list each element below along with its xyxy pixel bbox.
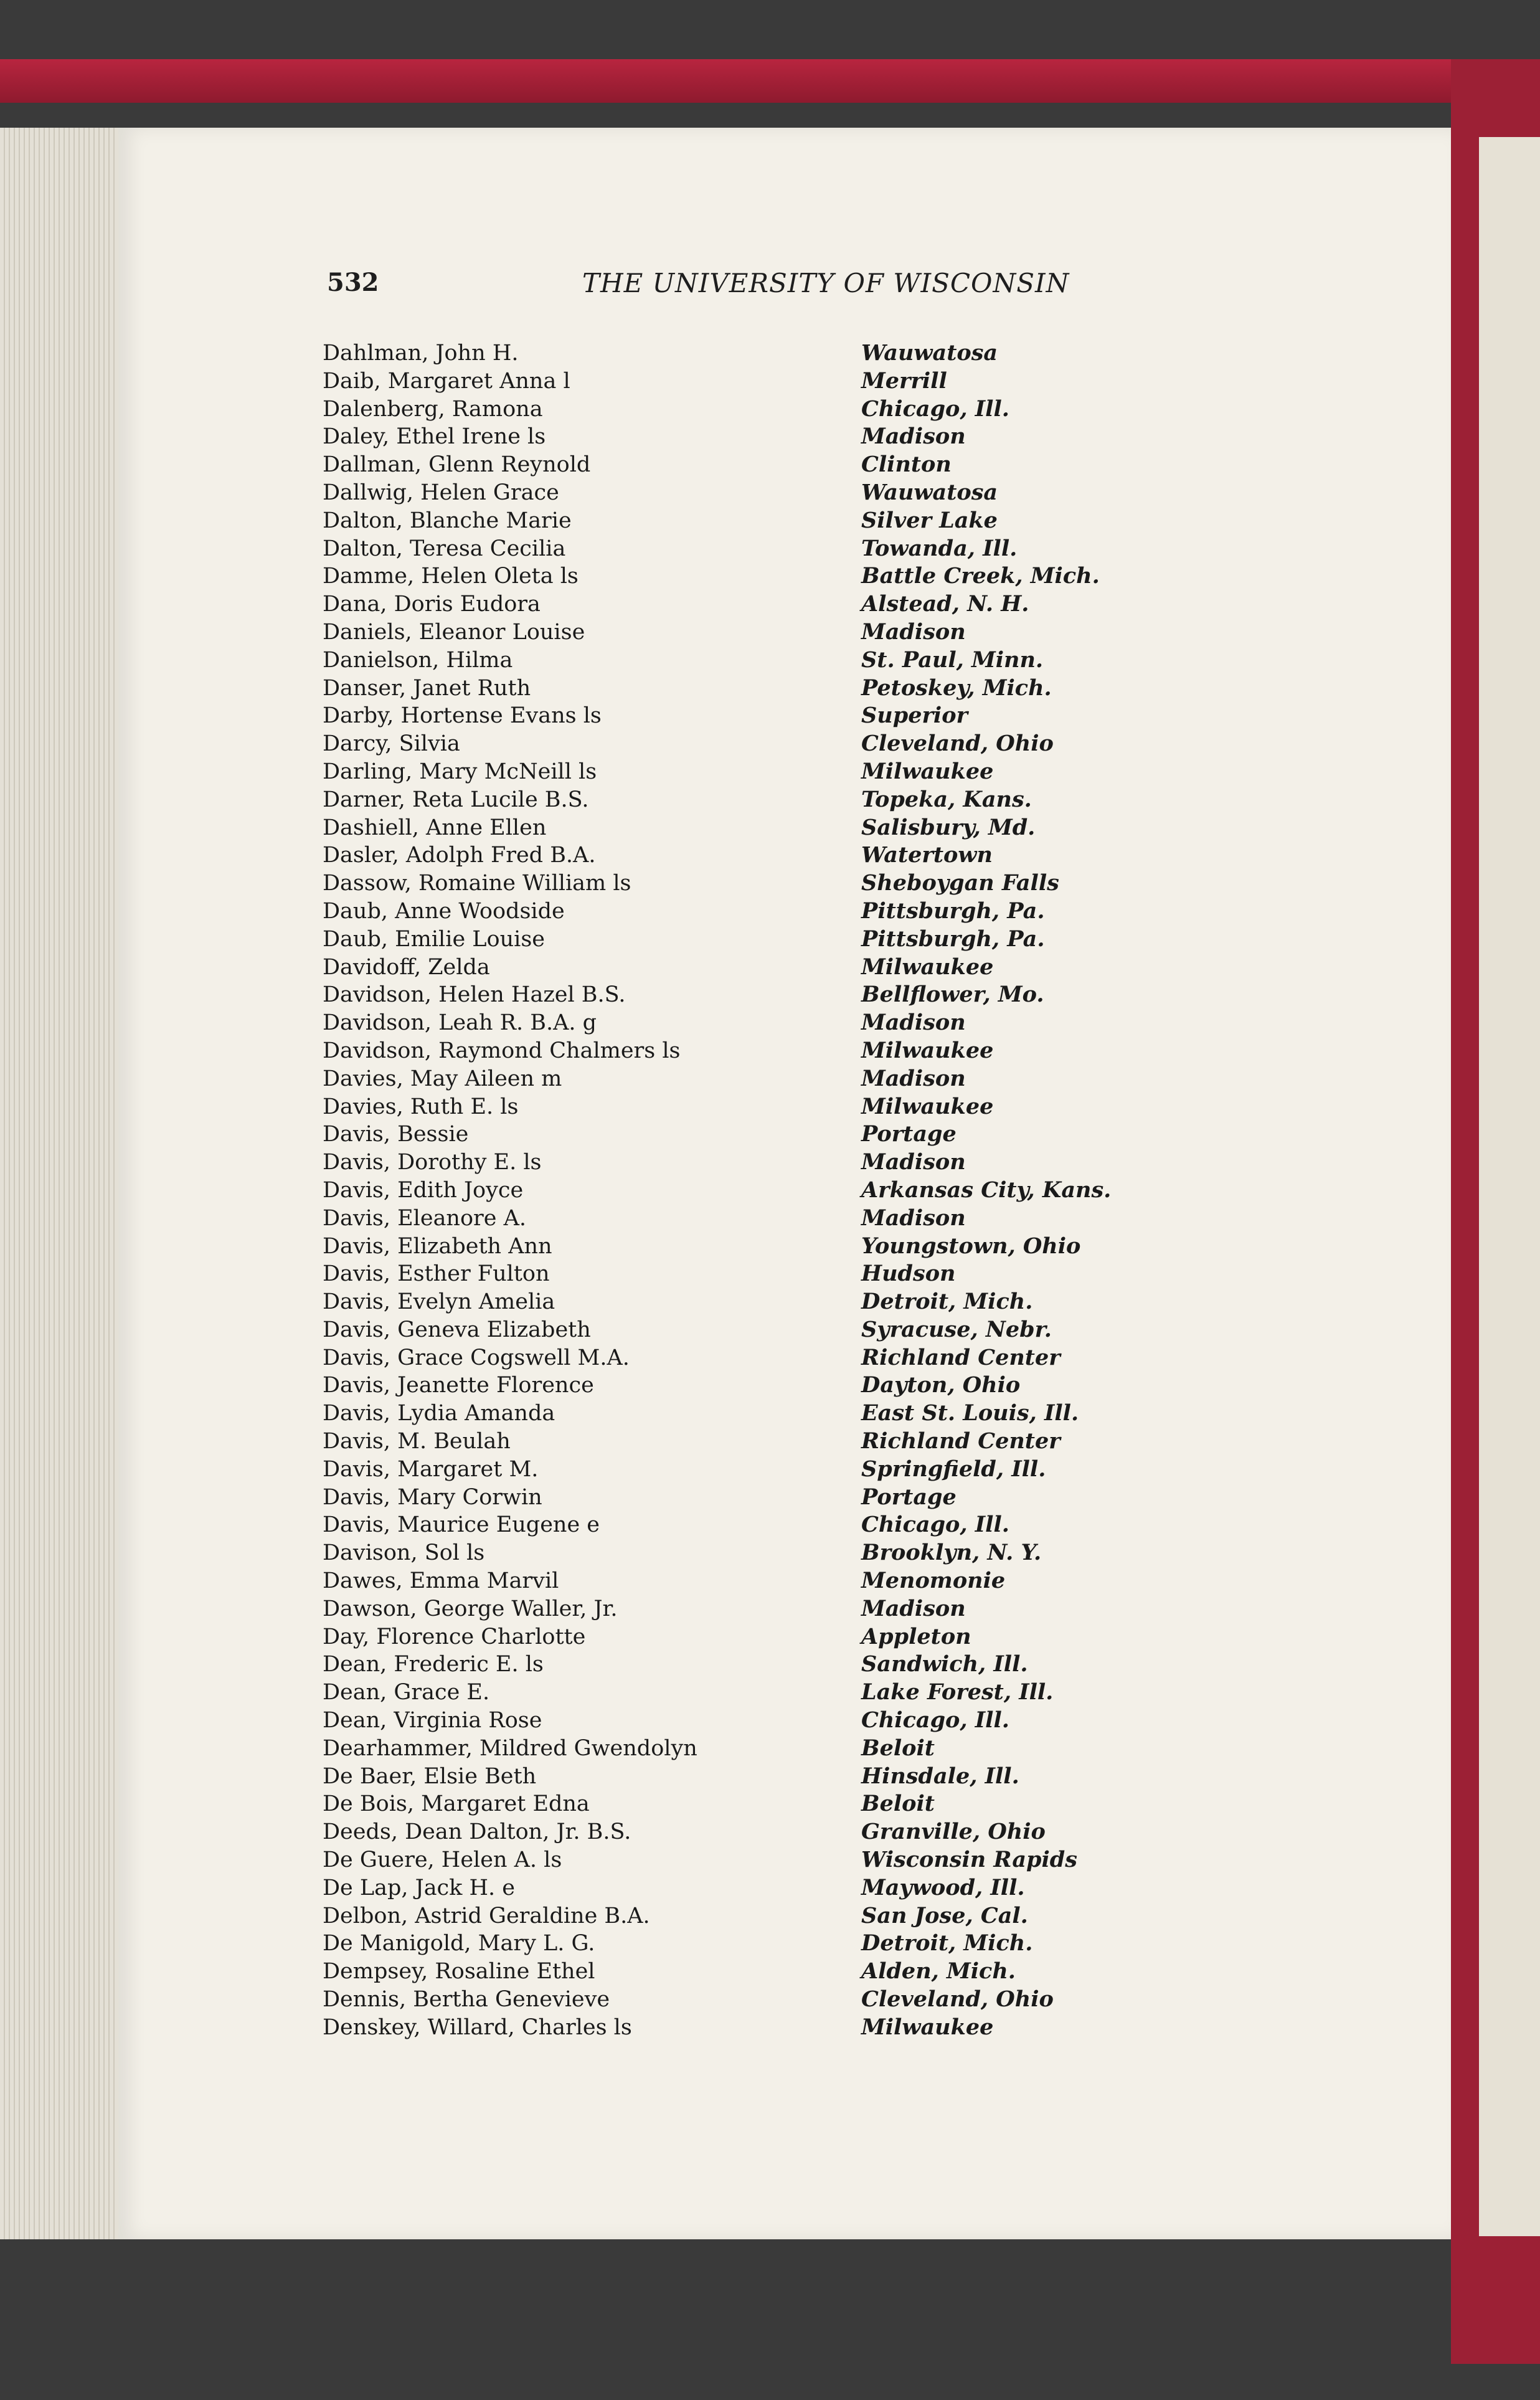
list-item — [323, 758, 1207, 786]
list-item — [323, 1205, 1207, 1233]
student-name: Davis, Elizabeth Ann — [323, 1233, 552, 1259]
book-cover-top — [0, 59, 1540, 103]
student-hometown: Madison — [861, 1205, 966, 1231]
student-name: Davis, Dorothy E. ls — [323, 1150, 542, 1175]
student-name: Davis, Eleanore A. — [323, 1205, 527, 1231]
list-item — [323, 2014, 1207, 2042]
student-name: Danielson, Hilma — [323, 647, 513, 673]
student-name: Davies, May Aileen m — [323, 1066, 562, 1091]
list-item — [323, 1567, 1207, 1595]
list-item — [323, 339, 1207, 368]
student-hometown: Beloit — [861, 1735, 935, 1761]
student-hometown: Appleton — [861, 1623, 971, 1649]
student-name: Davison, Sol ls — [323, 1540, 485, 1566]
student-name: Davis, Margaret M. — [323, 1456, 539, 1482]
student-list — [323, 339, 1207, 2042]
student-hometown: Wisconsin Rapids — [861, 1847, 1077, 1873]
student-hometown: Hinsdale, Ill. — [861, 1763, 1019, 1789]
student-hometown: Menomonie — [861, 1568, 1006, 1594]
list-item — [323, 1316, 1207, 1344]
list-item — [323, 926, 1207, 954]
list-item — [323, 702, 1207, 730]
student-name: De Guere, Helen A. ls — [323, 1847, 562, 1873]
student-hometown: East St. Louis, Ill. — [861, 1400, 1079, 1426]
student-name: Damme, Helen Oleta ls — [323, 564, 579, 589]
student-hometown: Arkansas City, Kans. — [861, 1177, 1112, 1203]
student-hometown: Beloit — [861, 1791, 935, 1817]
student-name: Darby, Hortense Evans ls — [323, 703, 602, 729]
student-hometown: Pittsburgh, Pa. — [861, 898, 1045, 924]
student-hometown: Wauwatosa — [861, 479, 998, 505]
student-name: Dallman, Glenn Reynold — [323, 452, 591, 478]
student-hometown: Madison — [861, 1149, 966, 1175]
list-item — [323, 1874, 1207, 1902]
student-hometown: Milwaukee — [861, 1093, 994, 1119]
student-name: Dashiell, Anne Ellen — [323, 815, 547, 840]
list-item — [323, 591, 1207, 619]
student-name: Daley, Ethel Irene ls — [323, 424, 546, 450]
list-item — [323, 1539, 1207, 1567]
list-item — [323, 786, 1207, 814]
student-name: Davis, Esther Fulton — [323, 1261, 550, 1287]
list-item — [323, 1233, 1207, 1261]
student-name: Danser, Janet Ruth — [323, 675, 531, 701]
student-name: De Baer, Elsie Beth — [323, 1763, 537, 1789]
student-hometown: Superior — [861, 703, 968, 729]
student-name: Davis, Evelyn Amelia — [323, 1289, 555, 1315]
list-item — [323, 396, 1207, 424]
student-name: Daniels, Eleanor Louise — [323, 619, 585, 645]
list-item — [323, 814, 1207, 842]
student-hometown: Madison — [861, 1595, 966, 1621]
student-hometown: Syracuse, Nebr. — [861, 1316, 1052, 1342]
student-name: Daib, Margaret Anna l — [323, 368, 570, 394]
student-hometown: Cleveland, Ohio — [861, 1986, 1054, 2013]
student-name: Davis, M. Beulah — [323, 1429, 511, 1454]
student-hometown: Madison — [861, 1065, 966, 1091]
student-hometown: Springfield, Ill. — [861, 1456, 1046, 1482]
list-item — [323, 730, 1207, 758]
list-item — [323, 562, 1207, 591]
student-hometown: Battle Creek, Mich. — [861, 563, 1100, 589]
student-hometown: Youngstown, Ohio — [861, 1233, 1081, 1259]
list-item — [323, 842, 1207, 870]
student-name: Davidson, Helen Hazel B.S. — [323, 982, 626, 1008]
student-name: Dassow, Romaine William ls — [323, 871, 631, 896]
student-name: Davis, Bessie — [323, 1122, 469, 1147]
list-item — [323, 1372, 1207, 1400]
list-item — [323, 619, 1207, 647]
student-hometown: Salisbury, Md. — [861, 814, 1036, 840]
list-item — [323, 1763, 1207, 1791]
list-item — [323, 1679, 1207, 1707]
student-hometown: Madison — [861, 1010, 966, 1036]
student-name: Dasler, Adolph Fred B.A. — [323, 843, 596, 868]
list-item — [323, 479, 1207, 507]
student-hometown: Wauwatosa — [861, 340, 998, 366]
student-name: Dean, Frederic E. ls — [323, 1652, 544, 1677]
student-hometown: Petoskey, Mich. — [861, 675, 1052, 701]
list-item — [323, 1037, 1207, 1065]
list-item — [323, 647, 1207, 675]
student-name: Dean, Grace E. — [323, 1680, 490, 1705]
list-item — [323, 1288, 1207, 1316]
student-name: Darcy, Silvia — [323, 731, 460, 757]
student-name: Deeds, Dean Dalton, Jr. B.S. — [323, 1819, 631, 1845]
list-item — [323, 1121, 1207, 1149]
student-hometown: Brooklyn, N. Y. — [861, 1540, 1042, 1566]
student-name: Dalenberg, Ramona — [323, 396, 543, 422]
student-hometown: Chicago, Ill. — [861, 1512, 1009, 1538]
student-hometown: Towanda, Ill. — [861, 535, 1018, 561]
list-item — [323, 1986, 1207, 2014]
student-name: Davidson, Raymond Chalmers ls — [323, 1038, 681, 1063]
student-hometown: Richland Center — [861, 1344, 1061, 1370]
student-hometown: Sandwich, Ill. — [861, 1651, 1028, 1677]
student-hometown: Milwaukee — [861, 954, 994, 980]
student-name: Dearhammer, Mildred Gwendolyn — [323, 1735, 697, 1761]
student-hometown: Watertown — [861, 842, 993, 868]
list-item — [323, 898, 1207, 926]
student-hometown: Merrill — [861, 368, 947, 394]
list-item — [323, 1260, 1207, 1288]
student-hometown: St. Paul, Minn. — [861, 647, 1044, 673]
student-hometown: Chicago, Ill. — [861, 396, 1009, 422]
student-name: Darling, Mary McNeill ls — [323, 759, 597, 784]
student-name: Day, Florence Charlotte — [323, 1624, 586, 1649]
student-name: Daub, Anne Woodside — [323, 898, 565, 924]
list-item — [323, 1846, 1207, 1874]
student-hometown: Cleveland, Ohio — [861, 731, 1054, 757]
list-item — [323, 1651, 1207, 1679]
student-name: Davis, Mary Corwin — [323, 1484, 542, 1510]
list-item — [323, 954, 1207, 982]
student-hometown: Pittsburgh, Pa. — [861, 926, 1045, 952]
student-hometown: Madison — [861, 619, 966, 645]
student-name: Davis, Grace Cogswell M.A. — [323, 1345, 630, 1370]
student-name: Davidoff, Zelda — [323, 954, 490, 980]
list-item — [323, 507, 1207, 535]
student-name: Dean, Virginia Rose — [323, 1708, 542, 1734]
student-hometown: Lake Forest, Ill. — [861, 1679, 1054, 1705]
list-item — [323, 451, 1207, 479]
list-item — [323, 1400, 1207, 1428]
student-name: Dawes, Emma Marvil — [323, 1568, 559, 1594]
list-item — [323, 535, 1207, 563]
student-hometown: Portage — [861, 1484, 957, 1510]
student-name: Dana, Doris Eudora — [323, 592, 541, 617]
list-item — [323, 1344, 1207, 1372]
list-item — [323, 1456, 1207, 1484]
student-hometown: Silver Lake — [861, 507, 998, 533]
student-name: Dallwig, Helen Grace — [323, 480, 559, 505]
student-hometown: Milwaukee — [861, 758, 994, 784]
student-hometown: Portage — [861, 1121, 957, 1147]
student-hometown: Hudson — [861, 1261, 956, 1287]
list-item — [323, 368, 1207, 396]
student-hometown: Detroit, Mich. — [861, 1289, 1033, 1315]
running-head — [327, 268, 1158, 305]
list-item — [323, 1958, 1207, 1986]
list-item — [323, 1735, 1207, 1763]
list-item — [323, 1149, 1207, 1177]
student-hometown: Milwaukee — [861, 1037, 994, 1063]
student-name: Darner, Reta Lucile B.S. — [323, 787, 589, 812]
student-name: Davis, Lydia Amanda — [323, 1401, 555, 1426]
student-name: Davis, Jeanette Florence — [323, 1373, 594, 1398]
student-name: Dennis, Bertha Genevieve — [323, 1987, 610, 2013]
student-name: Dalton, Blanche Marie — [323, 508, 572, 533]
list-item — [323, 870, 1207, 898]
list-item — [323, 1009, 1207, 1037]
student-name: Daub, Emilie Louise — [323, 926, 546, 952]
list-item — [323, 1177, 1207, 1205]
list-item — [323, 1818, 1207, 1846]
student-hometown: Detroit, Mich. — [861, 1930, 1033, 1957]
list-item — [323, 423, 1207, 451]
student-hometown: Topeka, Kans. — [861, 786, 1032, 812]
student-name: Delbon, Astrid Geraldine B.A. — [323, 1903, 650, 1928]
list-item — [323, 1707, 1207, 1735]
student-hometown: Sheboygan Falls — [861, 870, 1059, 896]
page-edges — [0, 128, 121, 2239]
student-name: Denskey, Willard, Charles ls — [323, 2014, 632, 2040]
list-item — [323, 675, 1207, 703]
student-name: Davidson, Leah R. B.A. g — [323, 1010, 597, 1036]
student-name: Davis, Maurice Eugene e — [323, 1512, 600, 1538]
next-page-edge — [1479, 137, 1540, 2236]
student-hometown: Bellflower, Mo. — [861, 982, 1044, 1008]
list-item — [323, 1902, 1207, 1930]
student-hometown: Alden, Mich. — [861, 1958, 1016, 1985]
student-name: De Bois, Margaret Edna — [323, 1791, 590, 1817]
student-name: De Manigold, Mary L. G. — [323, 1931, 595, 1957]
student-hometown: Chicago, Ill. — [861, 1707, 1009, 1734]
list-item — [323, 1093, 1207, 1121]
student-hometown: San Jose, Cal. — [861, 1902, 1028, 1928]
student-name: Dempsey, Rosaline Ethel — [323, 1959, 595, 1985]
list-item — [323, 1930, 1207, 1958]
student-hometown: Dayton, Ohio — [861, 1372, 1021, 1398]
list-item — [323, 1065, 1207, 1093]
list-item — [323, 1790, 1207, 1818]
student-hometown: Alstead, N. H. — [861, 591, 1029, 617]
student-hometown: Granville, Ohio — [861, 1819, 1046, 1845]
page-title: THE UNIVERSITY OF WISCONSIN — [582, 268, 1070, 298]
student-name: Dahlman, John H. — [323, 341, 519, 366]
student-name: Dawson, George Waller, Jr. — [323, 1596, 618, 1621]
list-item — [323, 1511, 1207, 1539]
list-item — [323, 1623, 1207, 1651]
student-hometown: Milwaukee — [861, 2014, 994, 2040]
student-hometown: Madison — [861, 424, 966, 450]
student-name: De Lap, Jack H. e — [323, 1875, 515, 1900]
list-item — [323, 1428, 1207, 1456]
student-name: Davies, Ruth E. ls — [323, 1094, 519, 1119]
student-hometown: Richland Center — [861, 1428, 1061, 1454]
student-name: Davis, Geneva Elizabeth — [323, 1317, 591, 1342]
student-name: Dalton, Teresa Cecilia — [323, 536, 566, 561]
list-item — [323, 1595, 1207, 1623]
student-hometown: Maywood, Ill. — [861, 1874, 1025, 1900]
list-item — [323, 1484, 1207, 1512]
student-hometown: Clinton — [861, 452, 952, 478]
page-number: 532 — [327, 268, 379, 297]
list-item — [323, 981, 1207, 1009]
student-name: Davis, Edith Joyce — [323, 1177, 524, 1203]
